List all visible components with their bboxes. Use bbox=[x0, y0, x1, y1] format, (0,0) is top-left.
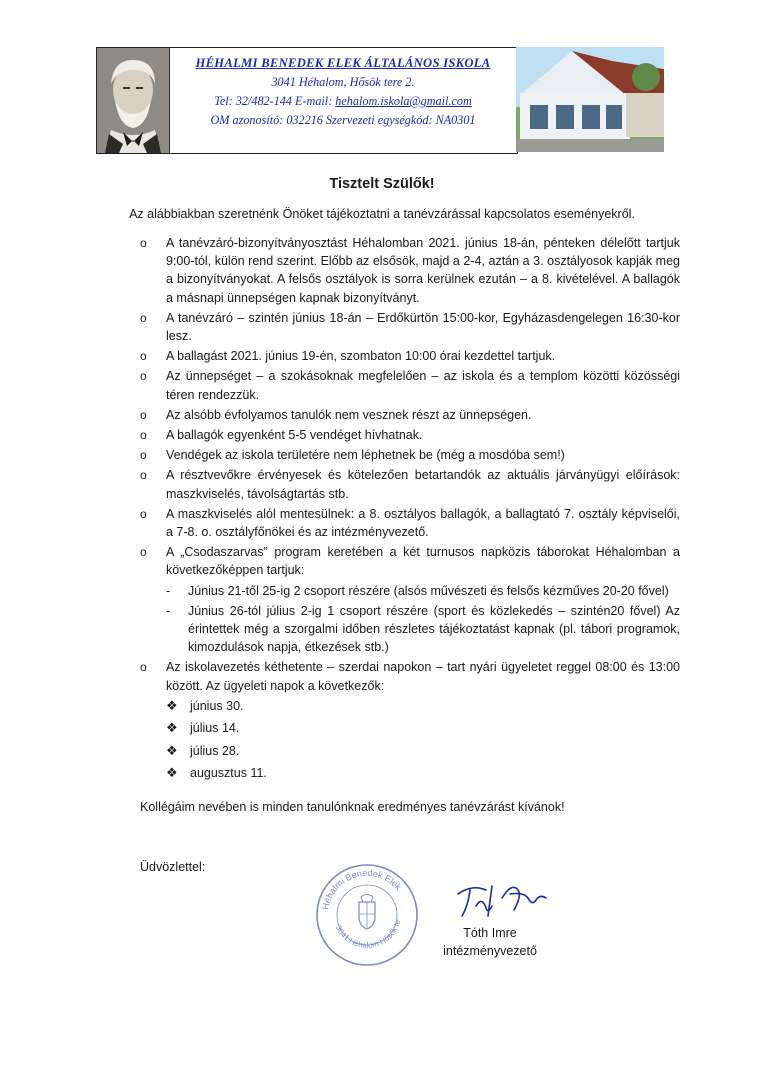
phone-label: Tel: 32/482-144 E-mail: bbox=[214, 94, 333, 108]
signer-name: Tóth Imre bbox=[463, 926, 517, 940]
contact-line bbox=[173, 94, 513, 109]
circle-bullet-icon: o bbox=[140, 369, 147, 384]
diamond-bullet-icon: ❖ bbox=[166, 720, 178, 736]
list-item: o A tanévzáró – szintén június 18-án – Erdőkürtön 15:00-kor, Egyházasdengelegen 16:30-kor lesz. bbox=[140, 310, 680, 344]
closing-text: Kollégáim nevében is minden tanulónknak eredményes tanévzárást kívánok! bbox=[140, 800, 565, 814]
circle-bullet-icon: o bbox=[140, 407, 147, 422]
duty-day: ❖ július 14. bbox=[140, 719, 680, 737]
letterhead bbox=[96, 47, 518, 154]
circle-bullet-icon: o bbox=[140, 310, 147, 325]
letter-intro: Az alábbiakban szeretnénk Önöket tájékoztatni a tanévzárással kapcsolatos eseményekről. bbox=[129, 207, 635, 221]
school-ids: OM azonosító: 032216 Szervezeti egységkód: NA0301 bbox=[210, 113, 476, 127]
list-item: o A résztvevőkre érvényesek és kötelezően betartandók az aktuális járványügyi előírások: maszkviselés, távolságtartás stb. bbox=[140, 468, 680, 501]
announcement-list bbox=[140, 234, 680, 787]
school-name: HÉHALMI BENEDEK ELEK ÁLTALÁNOS ISKOLA bbox=[195, 56, 491, 70]
list-item: o Az ünnepséget – a szokásoknak megfelelően – az iskola és a templom közötti közösségi téren rendezzük. bbox=[140, 369, 680, 402]
letter-title: Tisztelt Szülők! bbox=[329, 176, 435, 192]
duty-day: ❖ augusztus 11. bbox=[140, 764, 680, 782]
signer-title: intézményvezető bbox=[443, 944, 537, 958]
list-item: o Az alsóbb évfolyamos tanulók nem vesznek részt az ünnepségen. bbox=[140, 406, 680, 424]
school-stamp bbox=[314, 862, 420, 968]
diamond-bullet-icon: ❖ bbox=[166, 765, 178, 781]
list-item: o Az iskolavezetés kéthetente – szerdai napokon – tart nyári ügyeletet reggel 08:00 és 13:00 között. Az ügyeleti napok a következők: bbox=[140, 660, 680, 693]
handwritten-signature bbox=[452, 876, 552, 926]
email-link[interactable]: hehalom.iskola@gmail.com bbox=[335, 94, 472, 108]
circle-bullet-icon: o bbox=[140, 660, 147, 675]
circle-bullet-icon: o bbox=[140, 506, 147, 521]
list-item: o A „Csodaszarvas” program keretében a két turnusos napközis táborokat Héhalomban a következőképpen tartjuk: bbox=[140, 545, 680, 578]
circle-bullet-icon: o bbox=[140, 448, 147, 463]
circle-bullet-icon: o bbox=[140, 428, 147, 443]
camp-subitem: - Június 21-től 25-ig 2 csoport részére (alsós művészeti és felsős kézműves 20-20 fővel) bbox=[140, 582, 680, 600]
list-item: o A maszkviselés alól mentesülnek: a 8. osztályos ballagók, a ballagtató 7. osztály képviselői, a 7-8. o. osztályfőnökei és az intézményvezető. bbox=[140, 506, 680, 540]
circle-bullet-icon: o bbox=[140, 468, 147, 483]
list-item: o A ballagást 2021. június 19-én, szombaton 10:00 órai kezdettel tartjuk. bbox=[140, 347, 680, 365]
list-item: o Vendégek az iskola területére nem léphetnek be (még a mosdóba sem!) bbox=[140, 446, 680, 464]
signer-block bbox=[430, 924, 550, 960]
circle-bullet-icon: o bbox=[140, 545, 147, 560]
circle-bullet-icon: o bbox=[140, 236, 147, 250]
list-item: o A ballagók egyenként 5-5 vendéget hívhatnak. bbox=[140, 426, 680, 444]
dash-bullet-icon: - bbox=[166, 583, 171, 598]
diamond-bullet-icon: ❖ bbox=[166, 697, 178, 713]
duty-day: ❖ július 28. bbox=[140, 742, 680, 760]
circle-bullet-icon: o bbox=[140, 349, 147, 364]
letterhead-text bbox=[173, 54, 513, 128]
duty-day: ❖ június 30. bbox=[140, 697, 680, 715]
diamond-bullet-icon: ❖ bbox=[166, 742, 178, 758]
camp-subitem: - Június 26-tól július 2-ig 1 csoport részére (sport és közlekedés – szintén20 fővel) Az érintettek még a szorgalmi időben részletes tájékoztatást kapnak (pl. tábori programok, kimozdulások napja, étkezések stb.) bbox=[166, 603, 680, 655]
list-item: o A tanévzáró-bizonyítványosztást Héhalomban 2021. június 18-án, pénteken délelőtt tartjuk 9:00-tól, külön rend szerint. Előbb az elsősök, majd a 2-4, aztán a 3. osztályosok kapják meg a bizonyítványokat. A felsős osztályok is sorra kerülnek ezután – a 8. kivételével. A ballagók a másnapi ünnepségen kapnak bizonyítványt. bbox=[140, 236, 680, 305]
greeting: Üdvözlettel: bbox=[140, 860, 206, 874]
svg-text:Héhalmi Benedek Elek: Héhalmi Benedek Elek bbox=[320, 867, 404, 911]
dash-bullet-icon: - bbox=[166, 603, 171, 618]
school-address: 3041 Héhalom, Hősök tere 2. bbox=[271, 75, 415, 89]
school-building-photo bbox=[516, 47, 664, 152]
svg-text:3041 Héhalom Hősök tere 2.: 3041 Héhalom Hősök te bbox=[333, 918, 403, 950]
founder-portrait bbox=[97, 48, 170, 153]
